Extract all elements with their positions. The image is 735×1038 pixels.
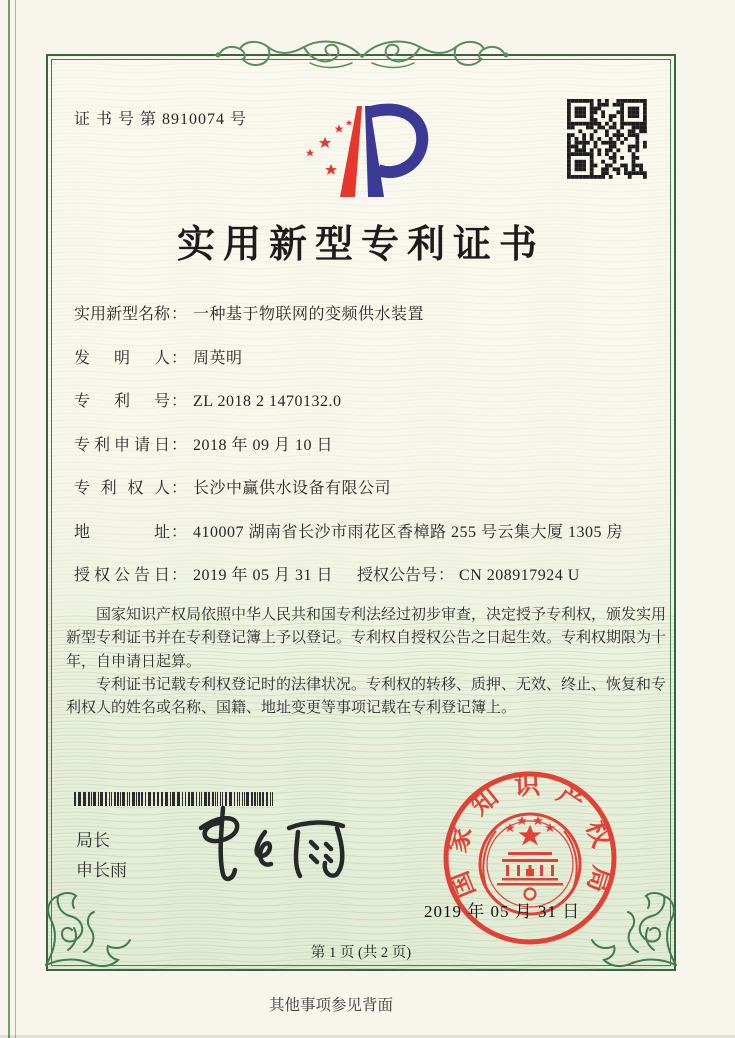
field-label: 专利号 [74, 393, 170, 410]
field-inventor: 发明人： 周英明 [74, 345, 674, 372]
top-scroll-ornament-icon [212, 25, 512, 85]
field-value: 长沙中赢供水设备有限公司 [193, 480, 392, 497]
field-patentee: 专利权人： 长沙中赢供水设备有限公司 [74, 475, 674, 502]
field-utility-model-name: 实用新型名称： 一种基于物联网的变频供水装置 [74, 301, 674, 328]
field-value: ZL 2018 2 1470132.0 [193, 393, 342, 410]
certificate-number: 证 书 号 第 8910074 号 [74, 111, 248, 128]
director-name: 申长雨 [76, 861, 127, 880]
legal-text [66, 604, 666, 720]
field-label: 发明人 [74, 349, 170, 367]
back-side-note: 其他事项参见背面 [268, 997, 393, 1014]
cnipa-patent-logo-icon [283, 100, 453, 205]
director-block [76, 826, 127, 886]
seal-date: 2019 年 05 月 31 日 [424, 902, 581, 921]
field-value: 2018 年 09 月 10 日 [193, 436, 334, 454]
field-grant-number: 授权公告号： CN 208917924 U [357, 567, 580, 584]
page-number: 第 1 页 (共 2 页) [310, 945, 412, 961]
certificate-title: 实用新型专利证书 [176, 224, 545, 266]
field-value: 周英明 [193, 349, 243, 367]
seal-text: 国家知识产权局 [442, 770, 617, 903]
field-label: 授权公告号 [357, 567, 438, 584]
field-value: 2019 年 05 月 31 日 [193, 567, 334, 584]
field-label: 实用新型名称 [74, 306, 171, 323]
field-label: 专利权人 [74, 480, 170, 497]
legal-paragraph-2: 专利证书记载专利权登记时的法律状况。专利权的转移、质押、无效、终止、恢复和专利权人的姓名或名称、国籍、地址变更等事项记载在专利登记簿上。 [66, 676, 667, 717]
field-patent-number: 专利号： ZL 2018 2 1470132.0 [74, 388, 674, 415]
page-edge-line [8, 0, 16, 1038]
legal-paragraph-1: 国家知识产权局依照中华人民共和国专利法经过初步审查，决定授予专利权，颁发实用新型专利证书并在专利登记簿上予以登记。专利权自授权公告之日起生效。专利权期限为十年，自申请日起算。 [66, 607, 667, 670]
field-value: CN 208917924 U [459, 567, 580, 584]
field-application-date: 专利申请日： 2018 年 09 月 10 日 [74, 432, 674, 459]
qr-code-icon [567, 99, 647, 179]
director-signature-icon [185, 798, 375, 893]
field-label: 地址 [74, 523, 170, 541]
field-value: 一种基于物联网的变频供水装置 [193, 306, 425, 323]
field-label: 专利申请日 [74, 436, 170, 454]
field-list [74, 301, 674, 606]
field-grant-date: 授权公告日： 2019 年 05 月 31 日 授权公告号： CN 208917924 U [74, 562, 674, 589]
field-value: 410007 湖南省长沙市雨花区香樟路 255 号云集大厦 1305 房 [193, 523, 624, 541]
director-title: 局长 [76, 831, 110, 850]
field-address: 地址： 410007 湖南省长沙市雨花区香樟路 255 号云集大厦 1305 房 [74, 519, 674, 546]
field-label: 授权公告日 [74, 567, 170, 584]
